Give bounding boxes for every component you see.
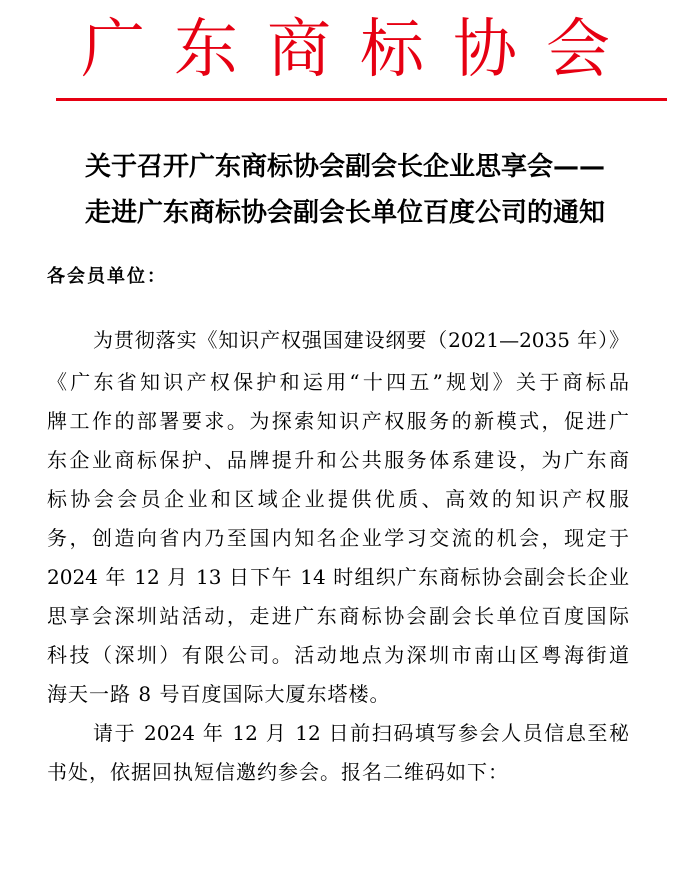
paragraph-1-line: 东企业商标保护、品牌提升和公共服务体系建设，为广东商 (47, 448, 629, 472)
paragraph-2-line: 请于 2024 年 12 月 12 日前扫码填写参会人员信息至秘 (93, 721, 629, 745)
paragraph-1-line: 务，创造向省内乃至国内知名企业学习交流的机会，现定于 (47, 526, 629, 550)
paragraph-1-line: 标协会会员企业和区域企业提供优质、高效的知识产权服 (47, 487, 629, 511)
notice-title-line-1: 关于召开广东商标协会副会长企业思享会—— (84, 152, 605, 182)
letterhead-org-name: 广东商标协会 (81, 13, 639, 87)
letterhead-red-rule (56, 98, 667, 101)
paragraph-1-line: 科技（深圳）有限公司。活动地点为深圳市南山区粤海街道 (47, 643, 629, 667)
notice-title-line-2: 走进广东商标协会副会长单位百度公司的通知 (84, 198, 605, 228)
paragraph-1-line: 《广东省知识产权保护和运用“十四五”规划》关于商标品 (47, 370, 629, 394)
paragraph-1-line: 为贯彻落实《知识产权强国建设纲要（2021—2035 年）》 (93, 328, 629, 352)
paragraph-1-line: 2024 年 12 月 13 日下午 14 时组织广东商标协会副会长企业 (47, 565, 629, 589)
paragraph-1-line: 思享会深圳站活动，走进广东商标协会副会长单位百度国际 (47, 604, 629, 628)
paragraph-2-line: 书处，依据回执短信邀约参会。报名二维码如下： (47, 760, 509, 784)
paragraph-1-line: 海天一路 8 号百度国际大厦东塔楼。 (47, 682, 391, 706)
paragraph-1-line: 牌工作的部署要求。为探索知识产权服务的新模式，促进广 (47, 409, 629, 433)
salutation: 各会员单位： (47, 266, 167, 287)
